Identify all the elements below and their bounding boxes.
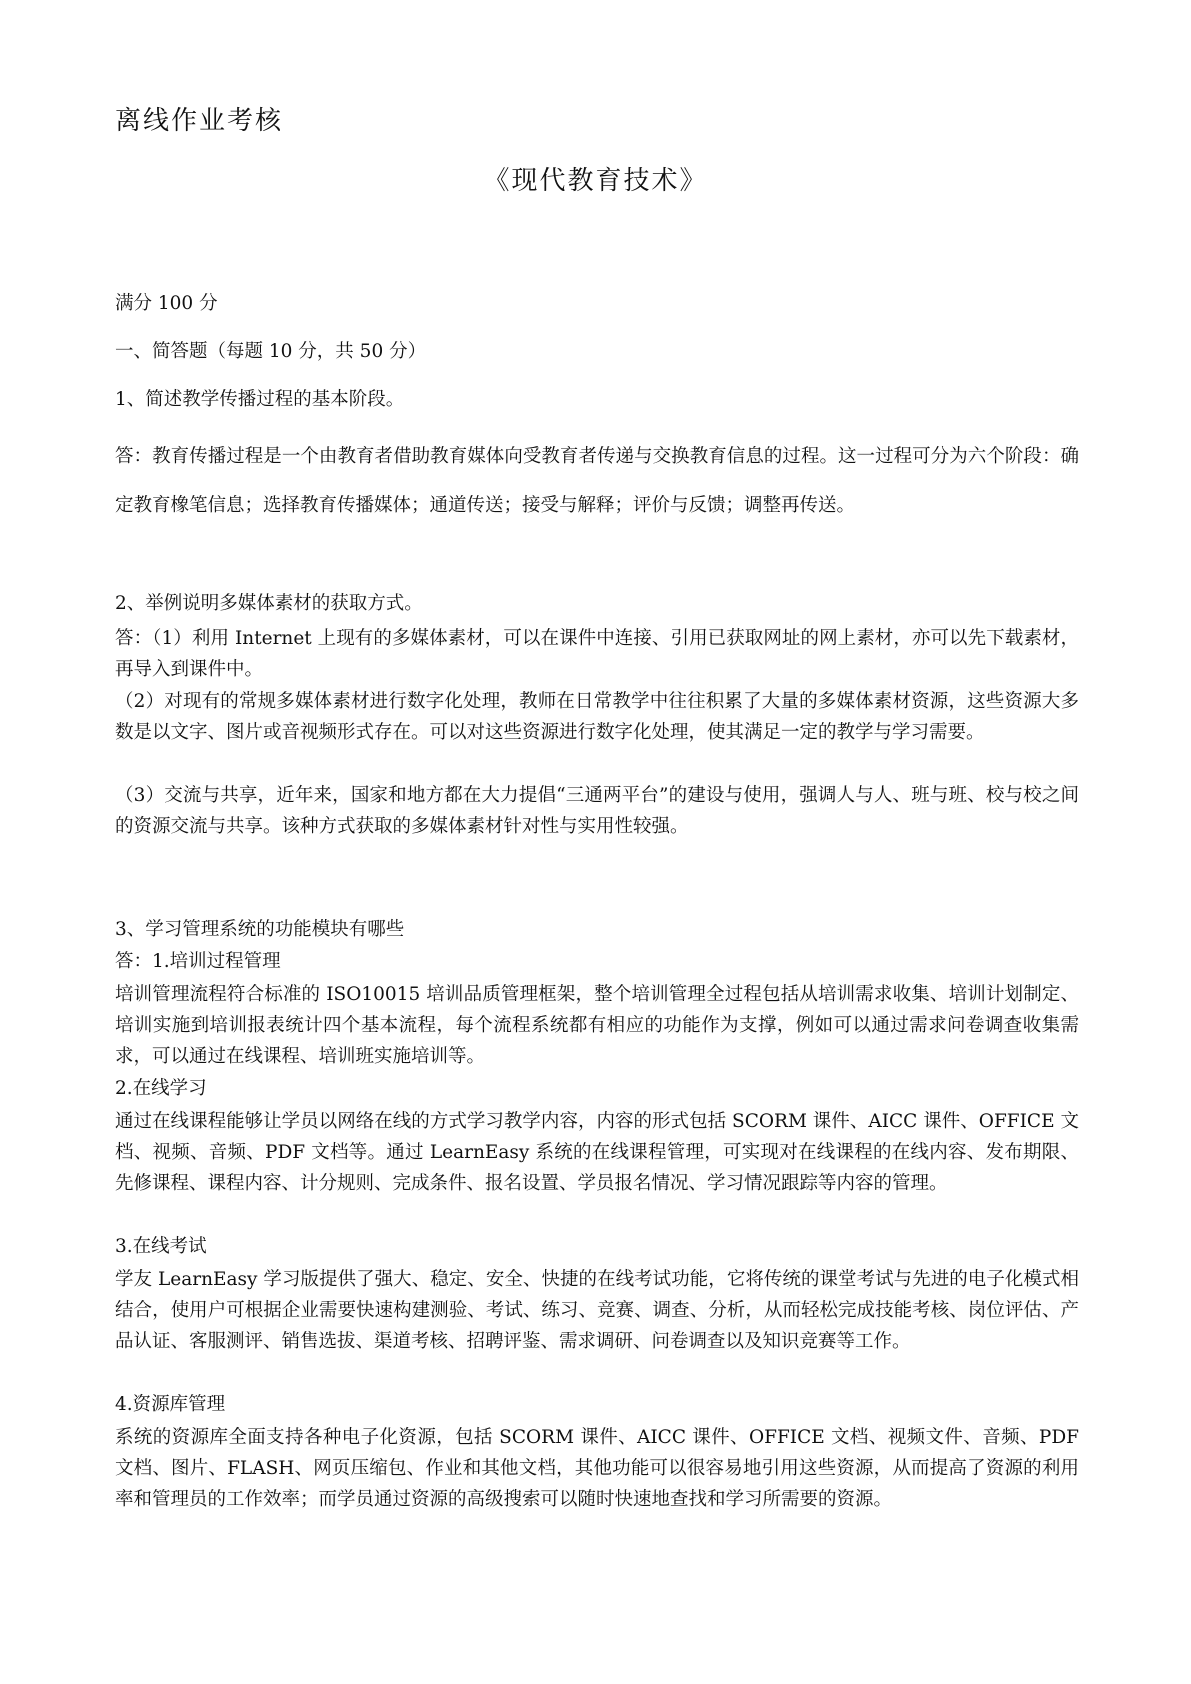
header-label: 离线作业考核 [115, 106, 284, 136]
answer-3-heading-2: 2.在线学习 [115, 1078, 207, 1099]
document-title: 《现代教育技术》 [483, 166, 708, 196]
answer-3-paragraph-4: 系统的资源库全面支持各种电子化资源，包括 SCORM 课件、AICC 课件、OFFICE 文档、视频文件、音频、PDF 文档、图片、FLASH、网页压缩包、作业和其他文档，其他功能可以很容易地引用这些资源，从而提高了资源的利用率和管理员的工作效率；而学员通过资源的高级搜索可以随时快速地查找和学习所需要的资源。 [115, 1427, 1079, 1510]
question-1: 1、简述教学传播过程的基本阶段。 [115, 389, 405, 410]
answer-1: 答：教育传播过程是一个由教育者借助教育媒体向受教育者传递与交换教育信息的过程。这一过程可分为六个阶段：确定教育橡笔信息；选择教育传播媒体；通道传送；接受与解释；评价与反馈；调整再传送。 [115, 446, 1079, 516]
answer-3-paragraph-2: 通过在线课程能够让学员以网络在线的方式学习教学内容，内容的形式包括 SCORM 课件、AICC 课件、OFFICE 文档、视频、音频、PDF 文档等。通过 LearnEasy 系统的在线课程管理，可实现对在线课程的在线内容、发布期限、先修课程、课程内容、计分规则、完成条件、报名设置、学员报名情况、学习情况跟踪等内容的管理。 [115, 1111, 1079, 1194]
answer-2-part-1: 答：（1）利用 Internet 上现有的多媒体素材，可以在课件中连接、引用已获取网址的网上素材，亦可以先下载素材，再导入到课件中。 [115, 628, 1079, 680]
full-score: 满分 100 分 [115, 293, 218, 314]
answer-2-part-3: （3）交流与共享，近年来，国家和地方都在大力提倡“三通两平台”的建设与使用，强调人与人、班与班、校与校之间的资源交流与共享。该种方式获取的多媒体素材针对性与实用性较强。 [115, 785, 1079, 837]
question-3: 3、学习管理系统的功能模块有哪些 [115, 919, 405, 940]
question-2: 2、举例说明多媒体素材的获取方式。 [115, 593, 423, 614]
answer-3-paragraph-3: 学友 LearnEasy 学习版提供了强大、稳定、安全、快捷的在线考试功能，它将传统的课堂考试与先进的电子化模式相结合，使用户可根据企业需要快速构建测验、考试、练习、竞赛、调查、分析，从而轻松完成技能考核、岗位评估、产品认证、客服测评、销售选拔、渠道考核、招聘评鉴、需求调研、问卷调查以及知识竞赛等工作。 [115, 1269, 1079, 1352]
section-heading: 一、简答题（每题 10 分，共 50 分） [115, 341, 427, 362]
answer-3-heading-1: 答：1.培训过程管理 [115, 951, 281, 972]
answer-3-paragraph-1: 培训管理流程符合标准的 ISO10015 培训品质管理框架，整个培训管理全过程包括从培训需求收集、培训计划制定、培训实施到培训报表统计四个基本流程，每个流程系统都有相应的功能作为支撑，例如可以通过需求问卷调查收集需求，可以通过在线课程、培训班实施培训等。 [115, 984, 1079, 1067]
answer-2-part-2: （2）对现有的常规多媒体素材进行数字化处理，教师在日常教学中往往积累了大量的多媒体素材资源，这些资源大多数是以文字、图片或音视频形式存在。可以对这些资源进行数字化处理，使其满足一定的教学与学习需要。 [115, 691, 1079, 743]
answer-3-heading-3: 3.在线考试 [115, 1236, 207, 1257]
answer-3-heading-4: 4.资源库管理 [115, 1394, 226, 1415]
